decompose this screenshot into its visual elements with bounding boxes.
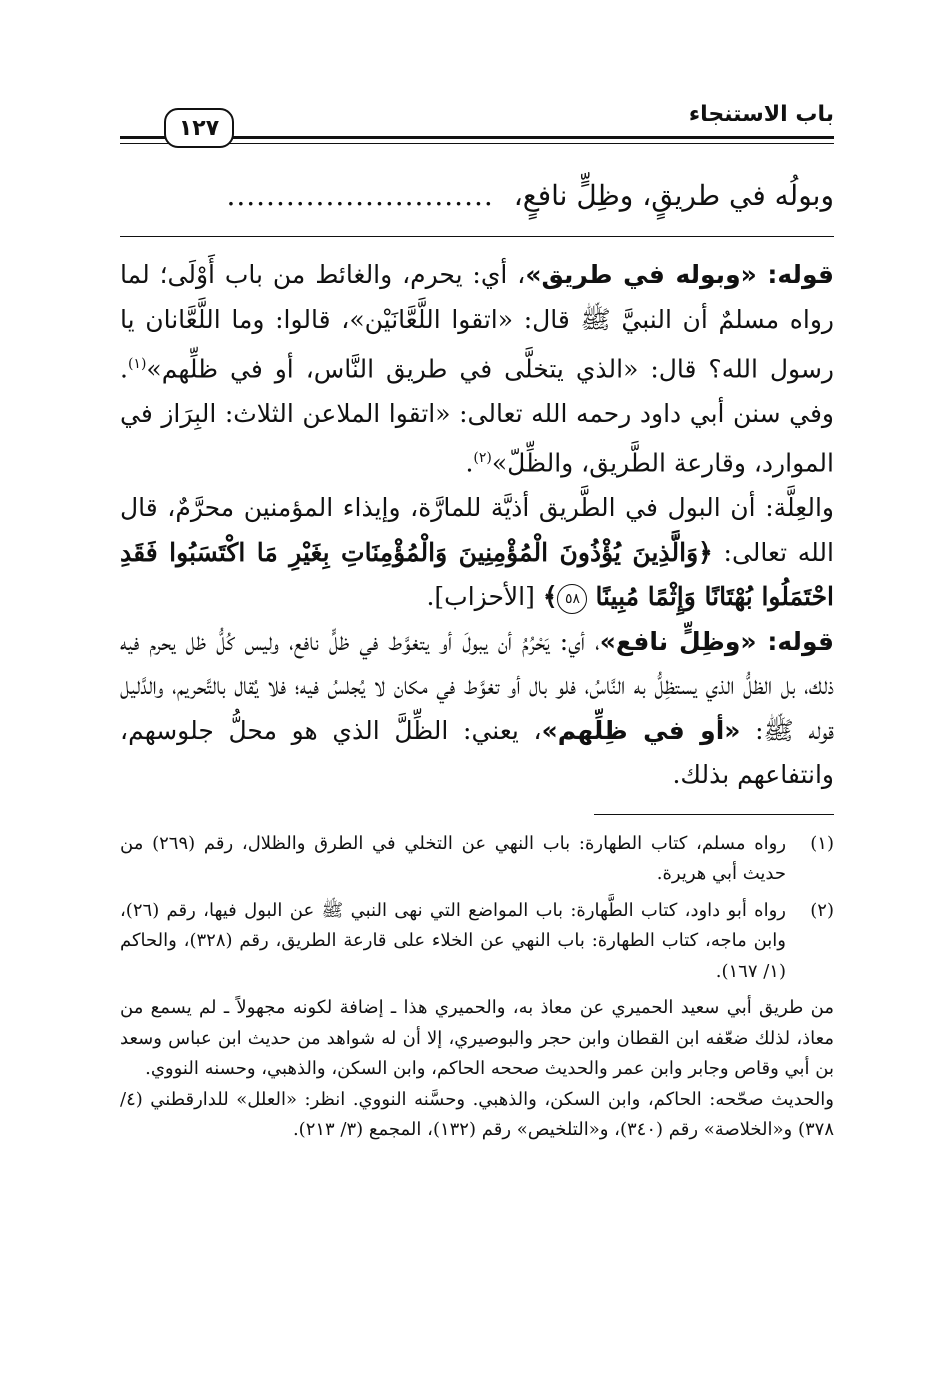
- paragraph-lead: قوله: «وظِلٍّ نافع»: [599, 626, 834, 656]
- footnote: [120, 896, 834, 988]
- paragraph-2: [120, 486, 834, 620]
- footnote: [120, 829, 834, 890]
- footnote-ref[interactable]: (٢): [473, 450, 492, 467]
- commentary: [120, 253, 834, 798]
- matn-line: [120, 166, 834, 232]
- footnote-text: رواه مسلم، كتاب الطهارة: باب النهي عن التخلي في الطرق والظلال، رقم (٢٦٩) من حديث أبي هريرة.: [120, 832, 787, 885]
- matn-text: وبولُه في طريقٍ، وظِلٍّ نافعٍ،: [513, 179, 834, 212]
- footnote-number: (١): [810, 832, 834, 854]
- paragraph-text: ، أي: يحرم، والغائط من باب أَوْلَى؛ لما رواه مسلمٌ أن النبيَّ ﷺ قال: «اتقوا اللَّعَّانَيْن»، قالوا: وما اللَّعَّانان يا رسول الله؟ قال: «الذي يتخلَّى في طريق النَّاس، أو في ظلِّهم»: [120, 260, 834, 384]
- surah-name: [الأحزاب].: [426, 582, 535, 612]
- paragraph-text: والعِلَّة: أن البول في الطَّريق أذيَّة للمارَّة، وإيذاء المؤمنين محرَّمٌ، قال الله تعالى:: [120, 493, 834, 567]
- chapter-title: باب الاستنجاء: [688, 102, 834, 127]
- paragraph-lead: قوله: «وبوله في طريق»: [525, 260, 834, 289]
- paragraph-1: [120, 253, 834, 486]
- page-number: ١٢٧: [164, 108, 234, 148]
- quran-close: ﴾: [542, 582, 558, 612]
- footnote-text: رواه أبو داود، كتاب الطَّهارة: باب المواضع التي نهى النبي ﷺ عن البول فيها، رقم (٢٦)، وابن ماجه، كتاب الطهارة: باب النهي عن الخلاء على قارعة الطريق، رقم (٣٢٨)، والحاكم (١/ ١٦٧).: [120, 899, 786, 982]
- footnote-continuation: والحديث صحّحه: الحاكم، وابن السكن، والذهبي. وحسَّنه النووي. انظر: «العلل» للدارقطني (٤/ ٣٧٨) و«الخلاصة» رقم (٣٤٠)، و«التلخيص» رقم (١٣٢)، المجمع (٣/ ٢١٣).: [120, 1088, 835, 1141]
- matn-dots: ...........................: [226, 179, 494, 212]
- quran-verse: ﴿وَالَّذِينَ يُؤْذُونَ الْمُؤْمِنِينَ وَالْمُؤْمِنَاتِ بِغَيْرِ مَا اكْتَسَبُوا فَقَدِ احْتَمَلُوا بُهْتَانًا وَإِثْمًا مُبِينًا: [120, 537, 834, 612]
- footnote-continuation: من طريق أبي سعيد الحميري عن معاذ به، والحميري هذا ـ إضافة لكونه مجهولاً ـ لم يسمع من معاذ، لذلك ضعّفه ابن القطان وابن حجر والبوصيري، إلا أن له شواهد من حديث ابن عباس وسعد بن أبي وقاص وجابر وابن عمر والحديث صححه الحاكم، وابن السكن، والذهبي، وحسنه النووي.: [120, 997, 834, 1080]
- page-header: [120, 96, 834, 166]
- footnote-ref[interactable]: (١): [127, 356, 147, 372]
- footnote-rule: [594, 814, 834, 815]
- paragraph-end: .: [465, 448, 474, 478]
- matn-rule: [120, 236, 834, 237]
- paragraph-text: . وفي سنن أبي داود رحمه الله تعالى: «اتقوا الملاعن الثلاث: البِرَاز في الموارد، وقارعة الطَّريق، والظِّلّ»: [120, 354, 834, 478]
- paragraph-3: [120, 620, 834, 798]
- footnotes: [120, 829, 834, 1146]
- hadith-quote: «أو في ظِلِّهم»: [541, 715, 741, 745]
- paragraph-text: ، يعني: الظِّلَّ الذي هو محلُّ جلوسهم، وانتفاعهم بذلك.: [120, 715, 834, 790]
- page: [120, 96, 834, 1146]
- footnote-number: (٢): [810, 899, 834, 921]
- verse-number: ٥٨: [557, 584, 587, 614]
- paragraph-text: ، أي: يَحْرُمُ أن يبولَ أو يتغوَّط في ظلٍّ نافع، وليس كُلُّ ظل يحرم فيه ذلك، بل الظلُّ الذي يستظِلُّ به النَّاسُ، فلو بال أو تغوَّط في مكان لا يُجلسُ فيه؛ فلا يُقال بالتَّحريم، والدَّليل قوله ﷺ:: [120, 626, 835, 745]
